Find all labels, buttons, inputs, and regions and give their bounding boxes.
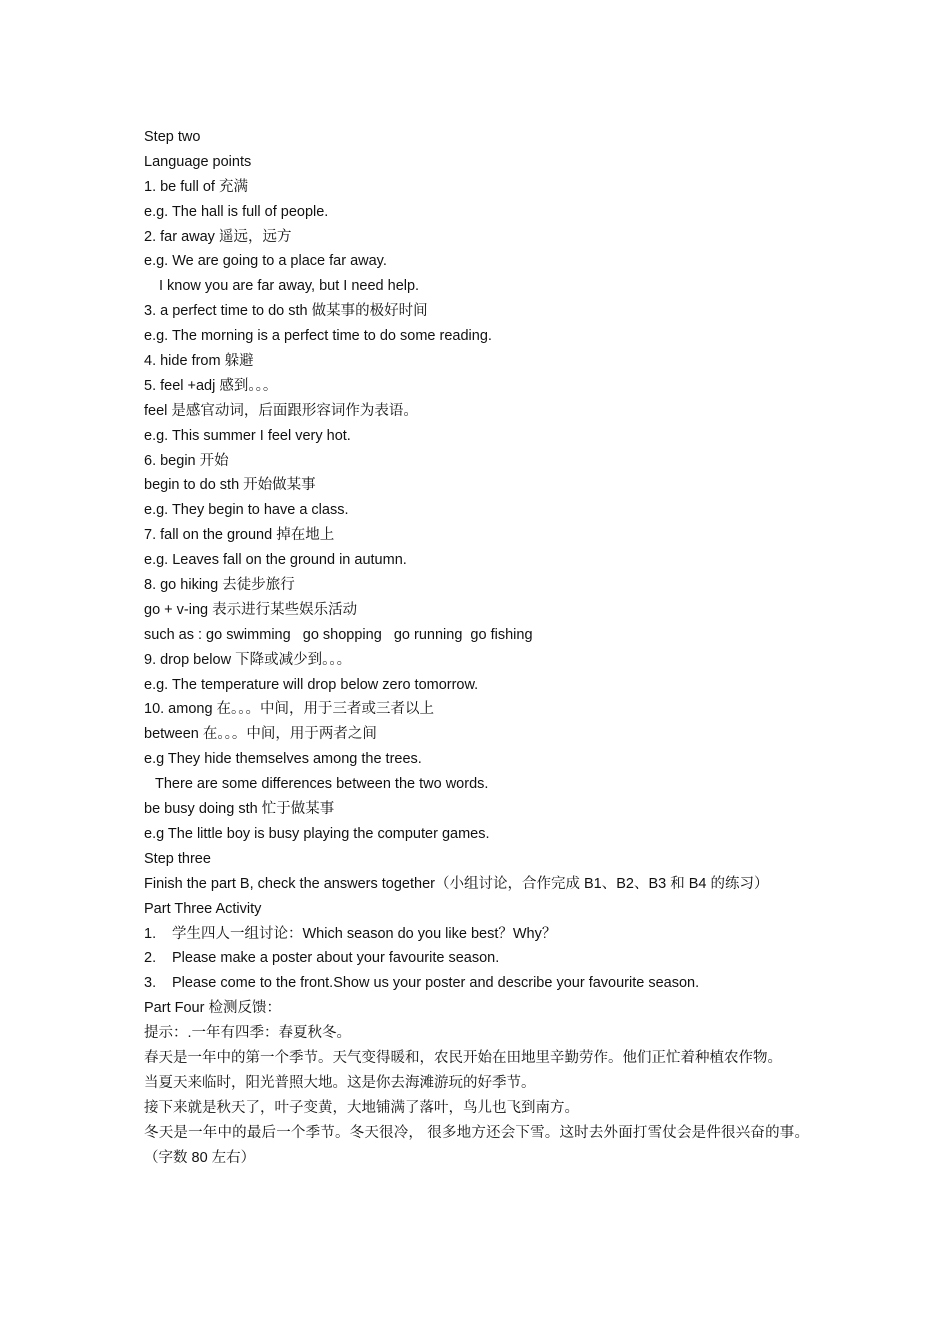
example-10a: e.g They hide themselves among the trees. bbox=[144, 751, 422, 768]
point-7: 7. fall on the ground 掉在地上 bbox=[144, 527, 335, 544]
point-6: 6. begin 开始 bbox=[144, 452, 229, 469]
activity-item-2 bbox=[144, 946, 809, 971]
busy-doing-point: be busy doing sth 忙于做某事 bbox=[144, 801, 335, 818]
point-3: 3. a perfect time to do sth 做某事的极好时间 bbox=[144, 303, 428, 320]
activity-item-number: 2. bbox=[144, 950, 157, 967]
activity-item-text: 学生四人一组讨论：Which season do you like best？Why？ bbox=[172, 925, 557, 942]
activity-item-number: 1. bbox=[144, 925, 157, 942]
busy-doing-example: e.g The little boy is busy playing the computer games. bbox=[144, 825, 490, 842]
document-page bbox=[144, 125, 809, 1170]
activity-item-number: 3. bbox=[144, 975, 157, 992]
point-5-note: feel 是感官动词，后面跟形容词作为表语。 bbox=[144, 402, 418, 419]
example-2a: e.g. We are going to a place far away. bbox=[144, 253, 387, 270]
point-10-between: between 在。。。中间，用于两者之间 bbox=[144, 726, 377, 743]
activity-item-text: Please make a poster about your favourite season. bbox=[172, 950, 500, 967]
example-9: e.g. The temperature will drop below zero tomorrow. bbox=[144, 676, 479, 693]
part-four-heading: Part Four 检测反馈： bbox=[144, 1000, 281, 1017]
example-8: such as : go swimming go shopping go running go fishing bbox=[144, 626, 533, 643]
point-8: 8. go hiking 去徒步旅行 bbox=[144, 577, 295, 594]
point-10: 10. among 在。。。中间，用于三者或三者以上 bbox=[144, 701, 435, 718]
example-2b: I know you are far away, but I need help. bbox=[159, 278, 420, 295]
step-three-heading: Step three bbox=[144, 850, 211, 867]
example-7: e.g. Leaves fall on the ground in autumn. bbox=[144, 552, 407, 569]
activity-item-3 bbox=[144, 971, 809, 996]
summer-paragraph: 当夏天来临时，阳光普照大地。这是你去海滩游玩的好季节。 bbox=[144, 1074, 536, 1091]
point-4: 4. hide from 躲避 bbox=[144, 353, 254, 370]
example-10b: There are some differences between the two words. bbox=[155, 776, 489, 793]
part-four-hint: 提示：.一年有四季：春夏秋冬。 bbox=[144, 1025, 352, 1042]
autumn-paragraph: 接下来就是秋天了，叶子变黄，大地铺满了落叶，鸟儿也飞到南方。 bbox=[144, 1099, 579, 1116]
point-5: 5. feel +adj 感到。。。 bbox=[144, 377, 278, 394]
example-5: e.g. This summer I feel very hot. bbox=[144, 427, 351, 444]
example-1: e.g. The hall is full of people. bbox=[144, 203, 329, 220]
point-2: 2. far away 遥远，远方 bbox=[144, 228, 292, 245]
point-6-note: begin to do sth 开始做某事 bbox=[144, 477, 316, 494]
point-8-note: go + v-ing 表示进行某些娱乐活动 bbox=[144, 601, 358, 618]
point-9: 9. drop below 下降或减少到。。。 bbox=[144, 651, 352, 668]
activity-item-text: Please come to the front.Show us your poster and describe your favourite season. bbox=[172, 975, 700, 992]
part-three-heading: Part Three Activity bbox=[144, 900, 262, 917]
example-3: e.g. The morning is a perfect time to do some reading. bbox=[144, 328, 492, 345]
point-1: 1. be full of 充满 bbox=[144, 178, 248, 195]
activity-item-1 bbox=[144, 922, 809, 947]
step-three-instruction: Finish the part B, check the answers together（小组讨论，合作完成 B1、B2、B3 和 B4 的练习） bbox=[144, 875, 769, 892]
spring-paragraph: 春天是一年中的第一个季节。天气变得暖和，农民开始在田地里辛勤劳作。他们正忙着种植农作物。 bbox=[144, 1049, 782, 1066]
example-6: e.g. They begin to have a class. bbox=[144, 502, 349, 519]
language-points-heading: Language points bbox=[144, 153, 252, 170]
step-two-heading: Step two bbox=[144, 129, 201, 145]
winter-paragraph: 冬天是一年中的最后一个季节。冬天很冷， 很多地方还会下雪。这时去外面打雪仗会是件很兴奋的事。（字数 80 左右） bbox=[144, 1124, 809, 1166]
